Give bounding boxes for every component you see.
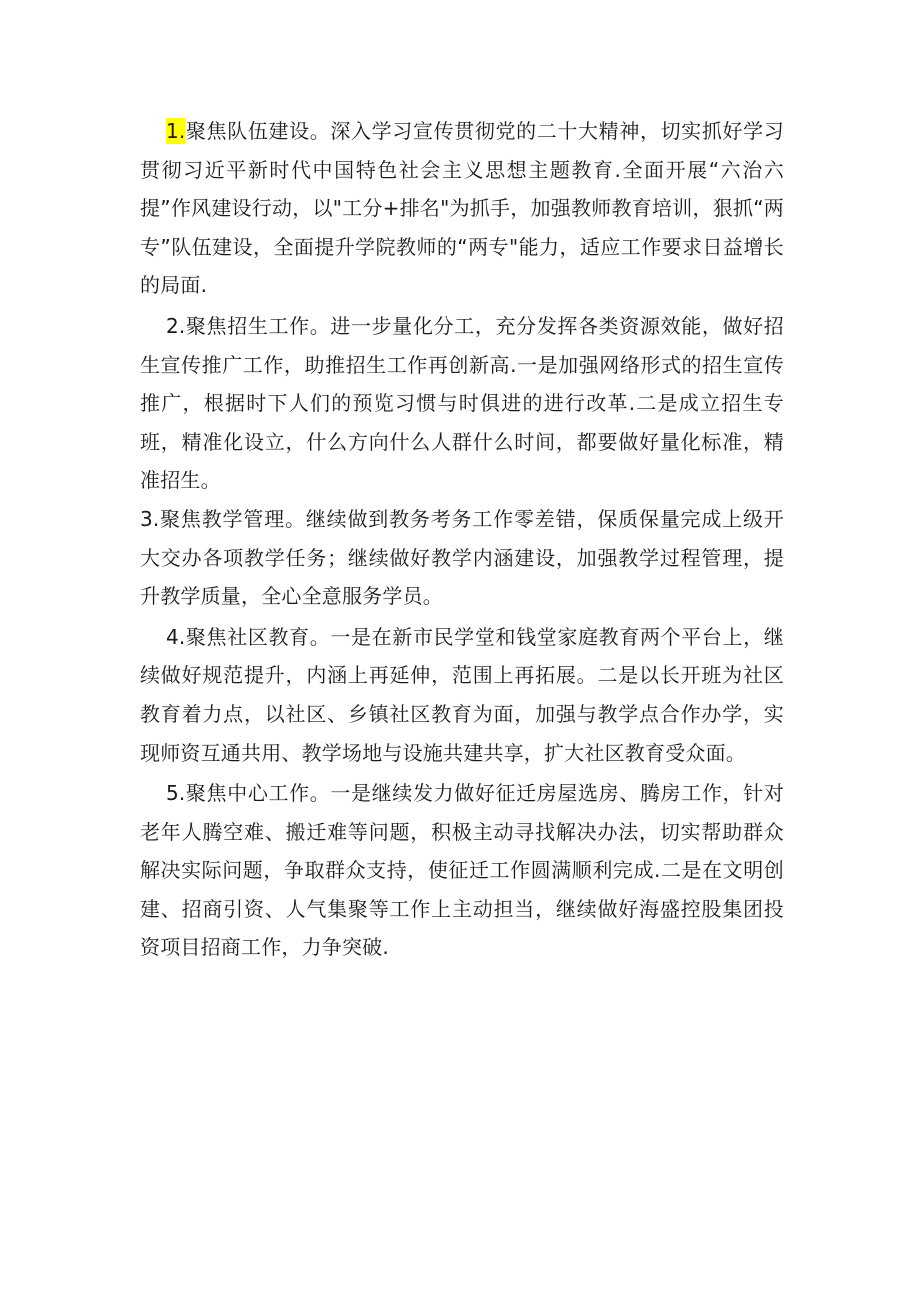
paragraph-3 [140, 500, 784, 616]
paragraph-1 [140, 112, 784, 305]
document-body [140, 112, 784, 967]
paragraph-5 [140, 774, 784, 967]
paragraph-number: 5. [166, 781, 186, 806]
paragraph-text: 聚焦教学管理。继续做到教务考务工作零差错，保质保量完成上级开大交办各项教学任务；继续做好教学内涵建设，加强教学过程管理，提升教学质量，全心全意服务学员。 [140, 506, 784, 609]
paragraph-text: 聚焦队伍建设。深入学习宣传贯彻党的二十大精神，切实抓好学习贯彻习近平新时代中国特色社会主义思想主题教育.全面开展“六治六提”作风建设行动，以"工分+排名"为抓手，加强教师教育培训，狠抓“两专”队伍建设，全面提升学院教师的“两专"能力，适应工作要求日益增长的局面. [140, 119, 784, 298]
paragraph-text: 聚焦中心工作。一是继续发力做好征迁房屋选房、腾房工作，针对老年人腾空难、搬迁难等问题，积极主动寻找解决办法，切实帮助群众解决实际问题，争取群众支持，使征迁工作圆满顺利完成.二是在文明创建、招商引资、人气集聚等工作上主动担当，继续做好海盛控股集团投资项目招商工作，力争突破. [140, 781, 784, 960]
paragraph-number: 2. [166, 313, 186, 338]
paragraph-text: 聚焦社区教育。一是在新市民学堂和钱堂家庭教育两个平台上，继续做好规范提升，内涵上再延伸，范围上再拓展。二是以长开班为社区教育着力点，以社区、乡镇社区教育为面，加强与教学点合作办学，实现师资互通共用、教学场地与设施共建共享，扩大社区教育受众面。 [140, 624, 784, 765]
paragraph-number: 4. [166, 624, 186, 649]
paragraph-text: 聚焦招生工作。进一步量化分工，充分发挥各类资源效能，做好招生宣传推广工作，助推招生工作再创新高.一是加强网络形式的招生宣传推广，根据时下人们的预览习惯与时俱进的进行改革.二是成立招生专班，精准化设立，什么方向什么人群什么时间，都要做好量化标准，精准招生。 [140, 313, 784, 493]
paragraph-number: 3. [140, 506, 160, 531]
highlighted-number: 1. [166, 119, 186, 143]
paragraph-4 [140, 618, 784, 772]
paragraph-2 [140, 307, 784, 500]
